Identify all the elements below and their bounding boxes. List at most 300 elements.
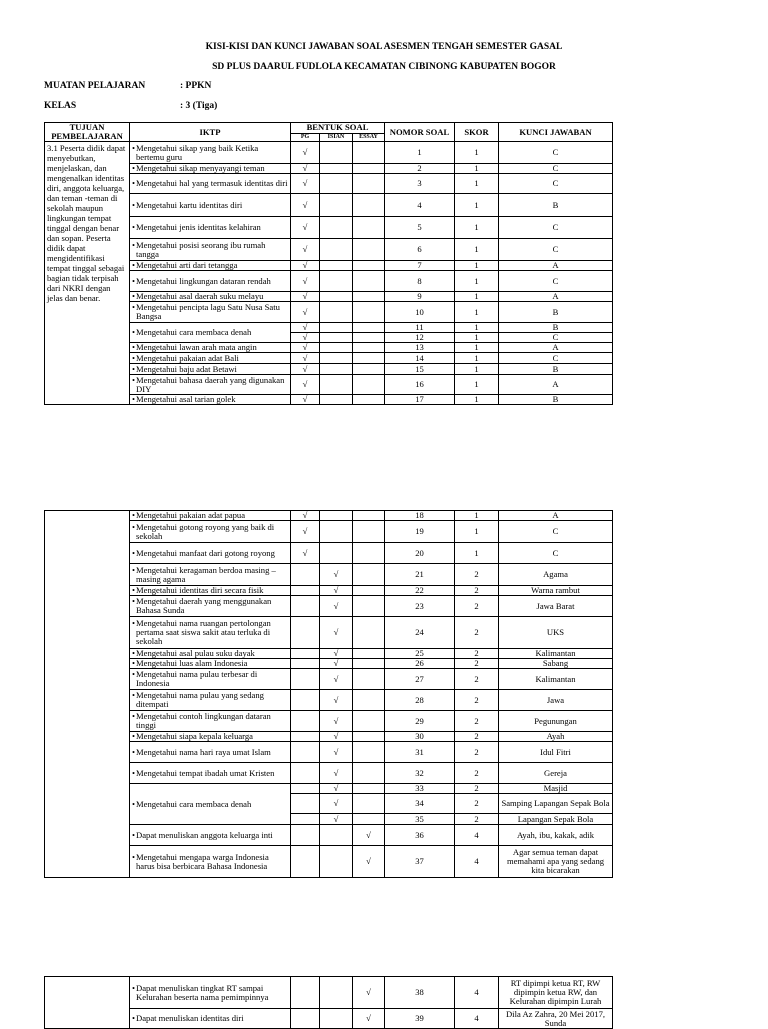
check-cell-isian [320,323,353,333]
check-cell-essay: √ [353,825,385,846]
check-cell-isian [320,261,353,271]
iktp-cell: • Mengetahui nama hari raya umat Islam [130,742,291,763]
skor-cell: 1 [455,511,499,521]
iktp-cell: • Mengetahui keragaman berdoa masing – masing agama [130,564,291,586]
check-cell-pg [291,564,320,586]
check-cell-pg [291,596,320,617]
check-cell-essay [353,784,385,794]
check-cell-essay [353,323,385,333]
nomor-soal-cell: 4 [385,194,455,217]
table-row [45,511,613,521]
skor-cell: 1 [455,343,499,353]
check-cell-isian [320,194,353,217]
table-row [45,763,613,784]
check-cell-isian [320,511,353,521]
check-cell-essay [353,395,385,405]
check-cell-essay [353,521,385,543]
header-bentuk-soal: BENTUK SOAL [291,123,385,134]
kunci-jawaban-cell: Dila Az Zahra, 20 Mei 2017, Sunda [499,1009,613,1029]
kunci-jawaban-cell: B [499,194,613,217]
header-iktp: IKTP [130,123,291,142]
table-row [45,174,613,194]
grid-table-page-3 [44,976,613,1029]
check-cell-pg [291,763,320,784]
skor-cell: 1 [455,239,499,261]
skor-cell: 2 [455,784,499,794]
table-row [45,659,613,669]
check-cell-pg: √ [291,511,320,521]
table-row [45,239,613,261]
table-row [45,732,613,742]
check-cell-isian [320,302,353,323]
skor-cell: 1 [455,543,499,564]
header-isian: ISIAN [320,133,353,141]
nomor-soal-cell: 2 [385,164,455,174]
check-cell-essay [353,174,385,194]
check-cell-isian [320,364,353,375]
check-cell-essay: √ [353,977,385,1009]
nomor-soal-cell: 19 [385,521,455,543]
tujuan-pembelajaran-cell [45,511,130,878]
table-row [45,1009,613,1029]
muatan-label: MUATAN PELAJARAN [44,81,146,91]
kunci-jawaban-cell: Jawa [499,690,613,711]
nomor-soal-cell: 1 [385,142,455,164]
check-cell-isian [320,292,353,302]
check-cell-essay [353,217,385,239]
check-cell-isian: √ [320,617,353,649]
check-cell-pg [291,814,320,825]
check-cell-essay [353,742,385,763]
kunci-jawaban-cell: Pegunungan [499,711,613,732]
nomor-soal-cell: 14 [385,353,455,364]
nomor-soal-cell: 32 [385,763,455,784]
kunci-jawaban-cell: Warna rambut [499,586,613,596]
check-cell-essay [353,814,385,825]
kunci-jawaban-cell: A [499,511,613,521]
check-cell-pg [291,742,320,763]
kunci-jawaban-cell: Agar semua teman dapat memahami apa yang sedang kita bicarakan [499,846,613,878]
check-cell-pg: √ [291,292,320,302]
nomor-soal-cell: 35 [385,814,455,825]
nomor-soal-cell: 3 [385,174,455,194]
nomor-soal-cell: 6 [385,239,455,261]
table-row [45,669,613,690]
check-cell-pg: √ [291,343,320,353]
check-cell-essay [353,586,385,596]
header-essay: ESSAY [353,133,385,141]
skor-cell: 2 [455,794,499,814]
nomor-soal-cell: 23 [385,596,455,617]
iktp-cell: • Mengetahui contoh lingkungan dataran tinggi [130,711,291,732]
iktp-cell: • Dapat menuliskan identitas diri [130,1009,291,1029]
iktp-cell: • Mengetahui asal daerah suku melayu [130,292,291,302]
iktp-cell: • Mengetahui nama pulau yang sedang ditempati [130,690,291,711]
check-cell-isian [320,521,353,543]
check-cell-essay [353,564,385,586]
iktp-cell: • Mengetahui baju adat Betawi [130,364,291,375]
check-cell-isian [320,395,353,405]
skor-cell: 2 [455,814,499,825]
skor-cell: 2 [455,732,499,742]
table-row [45,395,613,405]
check-cell-pg: √ [291,364,320,375]
kunci-jawaban-cell: Lapangan Sepak Bola [499,814,613,825]
check-cell-pg [291,659,320,669]
check-cell-essay [353,292,385,302]
kunci-jawaban-cell: A [499,343,613,353]
nomor-soal-cell: 22 [385,586,455,596]
kunci-jawaban-cell: A [499,292,613,302]
iktp-cell: • Mengetahui sikap menyayangi teman [130,164,291,174]
check-cell-pg [291,732,320,742]
kunci-jawaban-cell: C [499,521,613,543]
check-cell-isian [320,174,353,194]
skor-cell: 1 [455,194,499,217]
check-cell-isian: √ [320,649,353,659]
check-cell-isian [320,1009,353,1029]
table-row [45,364,613,375]
check-cell-pg: √ [291,217,320,239]
check-cell-pg: √ [291,543,320,564]
check-cell-pg: √ [291,323,320,333]
header-skor: SKOR [455,123,499,142]
check-cell-essay [353,353,385,364]
check-cell-essay [353,364,385,375]
skor-cell: 1 [455,353,499,364]
skor-cell: 2 [455,596,499,617]
check-cell-isian: √ [320,690,353,711]
check-cell-pg [291,846,320,878]
skor-cell: 2 [455,669,499,690]
skor-cell: 1 [455,333,499,343]
kunci-jawaban-cell: B [499,364,613,375]
kunci-jawaban-cell: A [499,261,613,271]
skor-cell: 1 [455,292,499,302]
table-row [45,617,613,649]
nomor-soal-cell: 33 [385,784,455,794]
iktp-cell: • Mengetahui lawan arah mata angin [130,343,291,353]
table-row [45,543,613,564]
check-cell-essay [353,669,385,690]
table-row [45,323,613,333]
check-cell-pg: √ [291,353,320,364]
table-row [45,977,613,1009]
kunci-jawaban-cell: C [499,271,613,292]
iktp-cell: • Mengetahui pakaian adat papua [130,511,291,521]
skor-cell: 1 [455,521,499,543]
check-cell-pg [291,794,320,814]
header-kunci-jawaban: KUNCI JAWABAN [499,123,613,142]
nomor-soal-cell: 5 [385,217,455,239]
check-cell-pg [291,586,320,596]
check-cell-essay [353,271,385,292]
check-cell-isian [320,164,353,174]
check-cell-isian [320,977,353,1009]
check-cell-isian: √ [320,564,353,586]
iktp-cell: • Mengetahui asal tarian golek [130,395,291,405]
kunci-jawaban-cell: Sabang [499,659,613,669]
kunci-jawaban-cell: B [499,302,613,323]
kunci-jawaban-cell: A [499,375,613,395]
check-cell-isian: √ [320,814,353,825]
skor-cell: 1 [455,164,499,174]
check-cell-isian: √ [320,732,353,742]
nomor-soal-cell: 31 [385,742,455,763]
kunci-jawaban-cell: Samping Lapangan Sepak Bola [499,794,613,814]
school-name: SD PLUS DAARUL FUDLOLA KECAMATAN CIBINONG KABUPATEN BOGOR [212,62,556,72]
skor-cell: 1 [455,364,499,375]
nomor-soal-cell: 13 [385,343,455,353]
table-row [45,194,613,217]
check-cell-isian: √ [320,669,353,690]
nomor-soal-cell: 29 [385,711,455,732]
check-cell-pg: √ [291,521,320,543]
iktp-cell: • Mengetahui manfaat dari gotong royong [130,543,291,564]
skor-cell: 2 [455,649,499,659]
check-cell-essay [353,617,385,649]
check-cell-isian [320,239,353,261]
nomor-soal-cell: 18 [385,511,455,521]
header-nomor-soal: NOMOR SOAL [385,123,455,142]
iktp-cell: • Mengetahui cara membaca denah [130,784,291,825]
table-row [45,521,613,543]
check-cell-essay [353,794,385,814]
nomor-soal-cell: 27 [385,669,455,690]
header-tujuan: TUJUAN PEMBELAJARAN [45,123,130,142]
skor-cell: 1 [455,375,499,395]
check-cell-essay [353,302,385,323]
skor-cell: 2 [455,659,499,669]
iktp-cell: • Mengetahui posisi seorang ibu rumah tangga [130,239,291,261]
table-row [45,825,613,846]
check-cell-isian: √ [320,794,353,814]
nomor-soal-cell: 21 [385,564,455,586]
nomor-soal-cell: 8 [385,271,455,292]
iktp-cell: • Mengetahui nama ruangan pertolongan pertama saat siswa sakit atau terluka di sekolah [130,617,291,649]
iktp-cell: • Mengetahui pakaian adat Bali [130,353,291,364]
table-row [45,596,613,617]
skor-cell: 2 [455,690,499,711]
skor-cell: 4 [455,1009,499,1029]
kunci-jawaban-cell: UKS [499,617,613,649]
check-cell-pg: √ [291,239,320,261]
check-cell-essay [353,343,385,353]
kunci-jawaban-cell: Jawa Barat [499,596,613,617]
check-cell-pg: √ [291,174,320,194]
skor-cell: 1 [455,217,499,239]
nomor-soal-cell: 11 [385,323,455,333]
check-cell-essay [353,239,385,261]
table-row [45,292,613,302]
kunci-jawaban-cell: C [499,353,613,364]
check-cell-pg: √ [291,271,320,292]
skor-cell: 2 [455,586,499,596]
iktp-cell: • Mengetahui sikap yang baik Ketika bertemu guru [130,142,291,164]
skor-cell: 2 [455,564,499,586]
table-row [45,649,613,659]
iktp-cell: • Mengetahui tempat ibadah umat Kristen [130,763,291,784]
iktp-cell: • Mengetahui pencipta lagu Satu Nusa Satu Bangsa [130,302,291,323]
check-cell-essay [353,659,385,669]
check-cell-isian [320,271,353,292]
check-cell-pg [291,1009,320,1029]
kelas-label: KELAS [44,101,77,111]
iktp-cell: • Mengetahui gotong royong yang baik di sekolah [130,521,291,543]
iktp-cell: • Dapat menuliskan anggota keluarga inti [130,825,291,846]
check-cell-isian: √ [320,784,353,794]
nomor-soal-cell: 12 [385,333,455,343]
iktp-cell: • Mengetahui luas alam Indonesia [130,659,291,669]
nomor-soal-cell: 39 [385,1009,455,1029]
check-cell-isian: √ [320,596,353,617]
check-cell-pg: √ [291,194,320,217]
check-cell-isian [320,333,353,343]
nomor-soal-cell: 25 [385,649,455,659]
kunci-jawaban-cell: C [499,164,613,174]
kunci-jawaban-cell: Idul Fitri [499,742,613,763]
table-row [45,164,613,174]
kunci-jawaban-cell: B [499,395,613,405]
kelas-value: : 3 (Tiga) [180,101,218,111]
check-cell-essay [353,711,385,732]
iktp-cell: • Mengetahui siapa kepala keluarga [130,732,291,742]
skor-cell: 1 [455,323,499,333]
table-row [45,217,613,239]
skor-cell: 2 [455,711,499,732]
table-row [45,564,613,586]
skor-cell: 1 [455,174,499,194]
table-row [45,302,613,323]
nomor-soal-cell: 34 [385,794,455,814]
check-cell-pg: √ [291,395,320,405]
check-cell-pg [291,690,320,711]
table-row [45,375,613,395]
kunci-jawaban-cell: C [499,142,613,164]
check-cell-essay [353,164,385,174]
kunci-jawaban-cell: Masjid [499,784,613,794]
check-cell-isian: √ [320,742,353,763]
check-cell-isian [320,217,353,239]
kunci-jawaban-cell: B [499,323,613,333]
nomor-soal-cell: 10 [385,302,455,323]
check-cell-essay [353,333,385,343]
document-title: KISI-KISI DAN KUNCI JAWABAN SOAL ASESMEN TENGAH SEMESTER GASAL [205,42,563,52]
check-cell-isian: √ [320,711,353,732]
nomor-soal-cell: 17 [385,395,455,405]
check-cell-essay [353,543,385,564]
check-cell-pg: √ [291,261,320,271]
kunci-jawaban-cell: C [499,333,613,343]
iktp-cell: • Mengetahui asal pulau suku dayak [130,649,291,659]
nomor-soal-cell: 15 [385,364,455,375]
check-cell-essay [353,596,385,617]
check-cell-pg: √ [291,375,320,395]
check-cell-isian [320,825,353,846]
nomor-soal-cell: 16 [385,375,455,395]
check-cell-essay [353,732,385,742]
check-cell-essay [353,375,385,395]
kunci-jawaban-cell: Ayah, ibu, kakak, adik [499,825,613,846]
nomor-soal-cell: 24 [385,617,455,649]
check-cell-pg [291,784,320,794]
check-cell-essay [353,763,385,784]
iktp-cell: • Mengetahui lingkungan dataran rendah [130,271,291,292]
nomor-soal-cell: 37 [385,846,455,878]
iktp-cell: • Mengetahui hal yang termasuk identitas diri [130,174,291,194]
check-cell-pg: √ [291,302,320,323]
kunci-jawaban-cell: Kalimantan [499,669,613,690]
check-cell-essay [353,261,385,271]
check-cell-pg [291,649,320,659]
check-cell-essay [353,649,385,659]
table-row [45,353,613,364]
check-cell-essay [353,511,385,521]
tujuan-pembelajaran-cell: 3.1 Peserta didik dapat menyebutkan, menjelaskan, dan mengenalkan identitas diri, anggota keluarga, dan teman -teman di sekolah maupun lingkungan tempat tinggal dengan benar dan sopan. Peserta didik dapat mengidentifikasi tempat tinggal sebagai bagian tidak terpisah dari NKRI dengan jelas dan benar. [45,142,130,405]
iktp-cell: • Mengetahui cara membaca denah [130,323,291,343]
tujuan-pembelajaran-cell [45,977,130,1029]
skor-cell: 1 [455,142,499,164]
iktp-cell: • Mengetahui nama pulau terbesar di Indonesia [130,669,291,690]
table-row [45,142,613,164]
skor-cell: 2 [455,763,499,784]
skor-cell: 2 [455,742,499,763]
nomor-soal-cell: 7 [385,261,455,271]
table-row [45,261,613,271]
grid-table-page-2 [44,510,613,878]
check-cell-isian: √ [320,586,353,596]
table-row [45,271,613,292]
table-row [45,586,613,596]
check-cell-isian [320,846,353,878]
iktp-cell: • Mengetahui daerah yang menggunakan Bahasa Sunda [130,596,291,617]
check-cell-isian: √ [320,659,353,669]
table-row [45,711,613,732]
kunci-jawaban-cell: Agama [499,564,613,586]
check-cell-essay: √ [353,846,385,878]
check-cell-essay: √ [353,1009,385,1029]
check-cell-essay [353,142,385,164]
table-row [45,690,613,711]
table-row [45,846,613,878]
check-cell-isian: √ [320,763,353,784]
skor-cell: 1 [455,395,499,405]
check-cell-pg [291,711,320,732]
kunci-jawaban-cell: C [499,543,613,564]
skor-cell: 4 [455,846,499,878]
kunci-jawaban-cell: C [499,239,613,261]
kunci-jawaban-cell: Gereja [499,763,613,784]
check-cell-isian [320,353,353,364]
check-cell-pg [291,825,320,846]
check-cell-pg [291,617,320,649]
nomor-soal-cell: 38 [385,977,455,1009]
check-cell-isian [320,543,353,564]
skor-cell: 1 [455,261,499,271]
check-cell-essay [353,690,385,711]
check-cell-pg [291,669,320,690]
iktp-cell: • Mengetahui bahasa daerah yang digunakan DIY [130,375,291,395]
skor-cell: 1 [455,271,499,292]
nomor-soal-cell: 20 [385,543,455,564]
table-row [45,742,613,763]
check-cell-isian [320,142,353,164]
muatan-value: : PPKN [180,81,212,91]
kunci-jawaban-cell: Ayah [499,732,613,742]
skor-cell: 1 [455,302,499,323]
check-cell-isian [320,375,353,395]
check-cell-essay [353,194,385,217]
